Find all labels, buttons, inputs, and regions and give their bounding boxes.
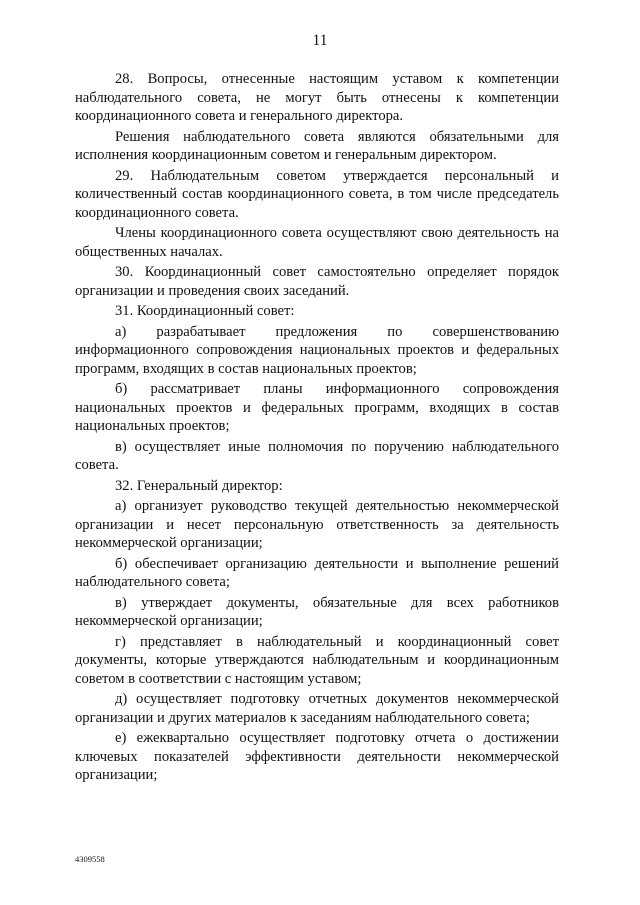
page-number: 11 <box>312 32 328 49</box>
paragraph-31-v: в) осуществляет иные полномочия по поручению наблюдательного совета. <box>75 438 559 474</box>
paragraph-32-v: в) утверждает документы, обязательные для всех работников некоммерческой организации; <box>75 594 559 630</box>
paragraph-31-b: б) рассматривает планы информационного сопровождения национальных проектов и федеральных программ, входящих в состав национальных проектов; <box>75 381 559 435</box>
paragraph-32-a: а) организует руководство текущей деятельностью некоммерческой организации и несет персональную ответственность за деятельность некоммерческой организации; <box>75 498 559 552</box>
paragraph-32-g: г) представляет в наблюдательный и координационный совет документы, которые утверждаются наблюдательным и координационным советом в соответствии с настоящим уставом; <box>75 633 559 687</box>
paragraph-31-a: а) разрабатывает предложения по совершенствованию информационного сопровождения национальных проектов и федеральных программ, входящих в состав национальных проектов; <box>75 323 559 377</box>
document-body <box>75 70 559 787</box>
paragraph-32-b: б) обеспечивает организацию деятельности и выполнение решений наблюдательного совета; <box>75 555 559 591</box>
paragraph-29: 29. Наблюдательным советом утверждается персональный и количественный состав координационного совета, в том числе председатель координационного совета. <box>75 167 559 221</box>
paragraph-28-decisions: Решения наблюдательного совета являются обязательными для исполнения координационным советом и генеральным директором. <box>75 128 559 164</box>
paragraph-32: 32. Генеральный директор: <box>115 477 283 494</box>
paragraph-31: 31. Координационный совет: <box>115 303 295 320</box>
paragraph-30: 30. Координационный совет самостоятельно определяет порядок организации и проведения своих заседаний. <box>75 264 559 299</box>
document-code: 4309558 <box>75 854 105 864</box>
paragraph-32-d: д) осуществляет подготовку отчетных документов некоммерческой организации и других материалов к заседаниям наблюдательного совета; <box>75 691 559 726</box>
paragraph-29-members: Члены координационного совета осуществляют свою деятельность на общественных началах. <box>75 225 559 260</box>
paragraph-28: 28. Вопросы, отнесенные настоящим уставом к компетенции наблюдательного совета, не могут быть отнесены к компетенции координационного совета и генерального директора. <box>75 71 559 125</box>
paragraph-32-e: е) ежеквартально осуществляет подготовку отчета о достижении ключевых показателей эффективности деятельности некоммерческой организации; <box>75 730 559 784</box>
